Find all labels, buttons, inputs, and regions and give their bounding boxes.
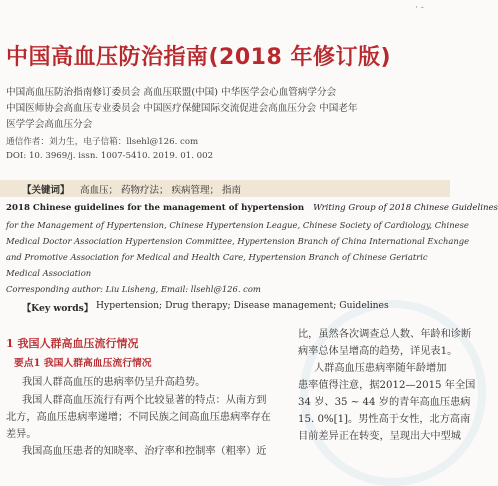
english-title-rest: Writing Group of 2018 Chinese Guidelines xyxy=(313,203,498,213)
right-para-line-1: 比，虽然各次调查总人数、年龄和诊断 xyxy=(298,329,472,340)
right-para-line-6: 15. 0%[1]。男性高于女性，北方高南 xyxy=(298,414,471,425)
right-para-line-5: 34 岁、35 ~ 44 岁的青年高血压患病 xyxy=(298,397,471,408)
corner-mark: · - xyxy=(415,3,424,13)
keywords-cn: 高血压； 药物疗法； 疾病管理； 指南 xyxy=(80,185,242,196)
left-para-line-3: 北方，高血压患病率递增；不同民族之间高血压患病率存在 xyxy=(6,412,271,423)
author-line-1: 中国高血压防治指南修订委员会 高血压联盟(中国) 中华医学会心血管病学分会 xyxy=(6,87,337,98)
english-line-3: and Promotive Association for Medical and Health Care, Hypertension Branch of Chinese Geriatric xyxy=(6,252,428,262)
english-title-main: 2018 Chinese guidelines for the management of hypertension xyxy=(6,203,305,213)
left-para-line-4: 差异。 xyxy=(6,429,37,440)
section-heading: 1 我国人群高血压流行情况 xyxy=(6,337,139,350)
doi: DOI: 10. 3969/j. issn. 1007-5410. 2019. 01. 002 xyxy=(6,151,214,161)
english-line-2: Medical Doctor Association Hypertension Committee, Hypertension Branch of China International Exchange xyxy=(6,236,470,246)
left-para-line-2: 我国人群高血压流行有两个比较显著的特点：从南方到 xyxy=(22,395,267,406)
keywords-en-label: 【Key words】 xyxy=(22,303,94,314)
right-para-line-2: 病率总体呈增高的趋势，详见表1。 xyxy=(298,346,458,357)
author-line-3: 医学学会高血压分会 xyxy=(6,119,93,130)
english-title xyxy=(6,203,498,213)
english-line-1: for the Management of Hypertension, Chinese Hypertension League, Chinese Society of Cardiology, Chinese xyxy=(6,220,469,230)
keywords-en: Hypertension; Drug therapy; Disease management; Guidelines xyxy=(96,300,389,311)
right-para-line-7: 目前差异正在转变，呈现出大中型城 xyxy=(298,431,461,442)
right-para-line-4: 患率值得注意，据2012—2015 年全国 xyxy=(298,380,476,391)
page-title: 中国高血压防治指南(2018 年修订版) xyxy=(6,45,391,70)
right-para-line-3: 人群高血压患病率随年龄增加 xyxy=(314,363,447,374)
left-para-line-1: 我国人群高血压的患病率仍呈升高趋势。 xyxy=(22,377,206,388)
english-line-4: Medical Association xyxy=(6,268,92,278)
author-line-2: 中国医师协会高血压专业委员会 中国医疗保健国际交流促进会高血压分会 中国老年 xyxy=(6,103,358,114)
corresponding-author-en: Corresponding author: Liu Lisheng, Email: llsehl@126. com xyxy=(6,284,261,294)
keywords-cn-label: 【关键词】 xyxy=(22,185,70,196)
left-para-line-5: 我国高血压患者的知晓率、治疗率和控制率（粗率）近 xyxy=(22,446,267,457)
key-point-heading: 要点1 我国人群高血压流行情况 xyxy=(14,358,152,369)
correspondence: 通信作者：刘力生，电子信箱：llsehl@126. com xyxy=(6,137,199,147)
